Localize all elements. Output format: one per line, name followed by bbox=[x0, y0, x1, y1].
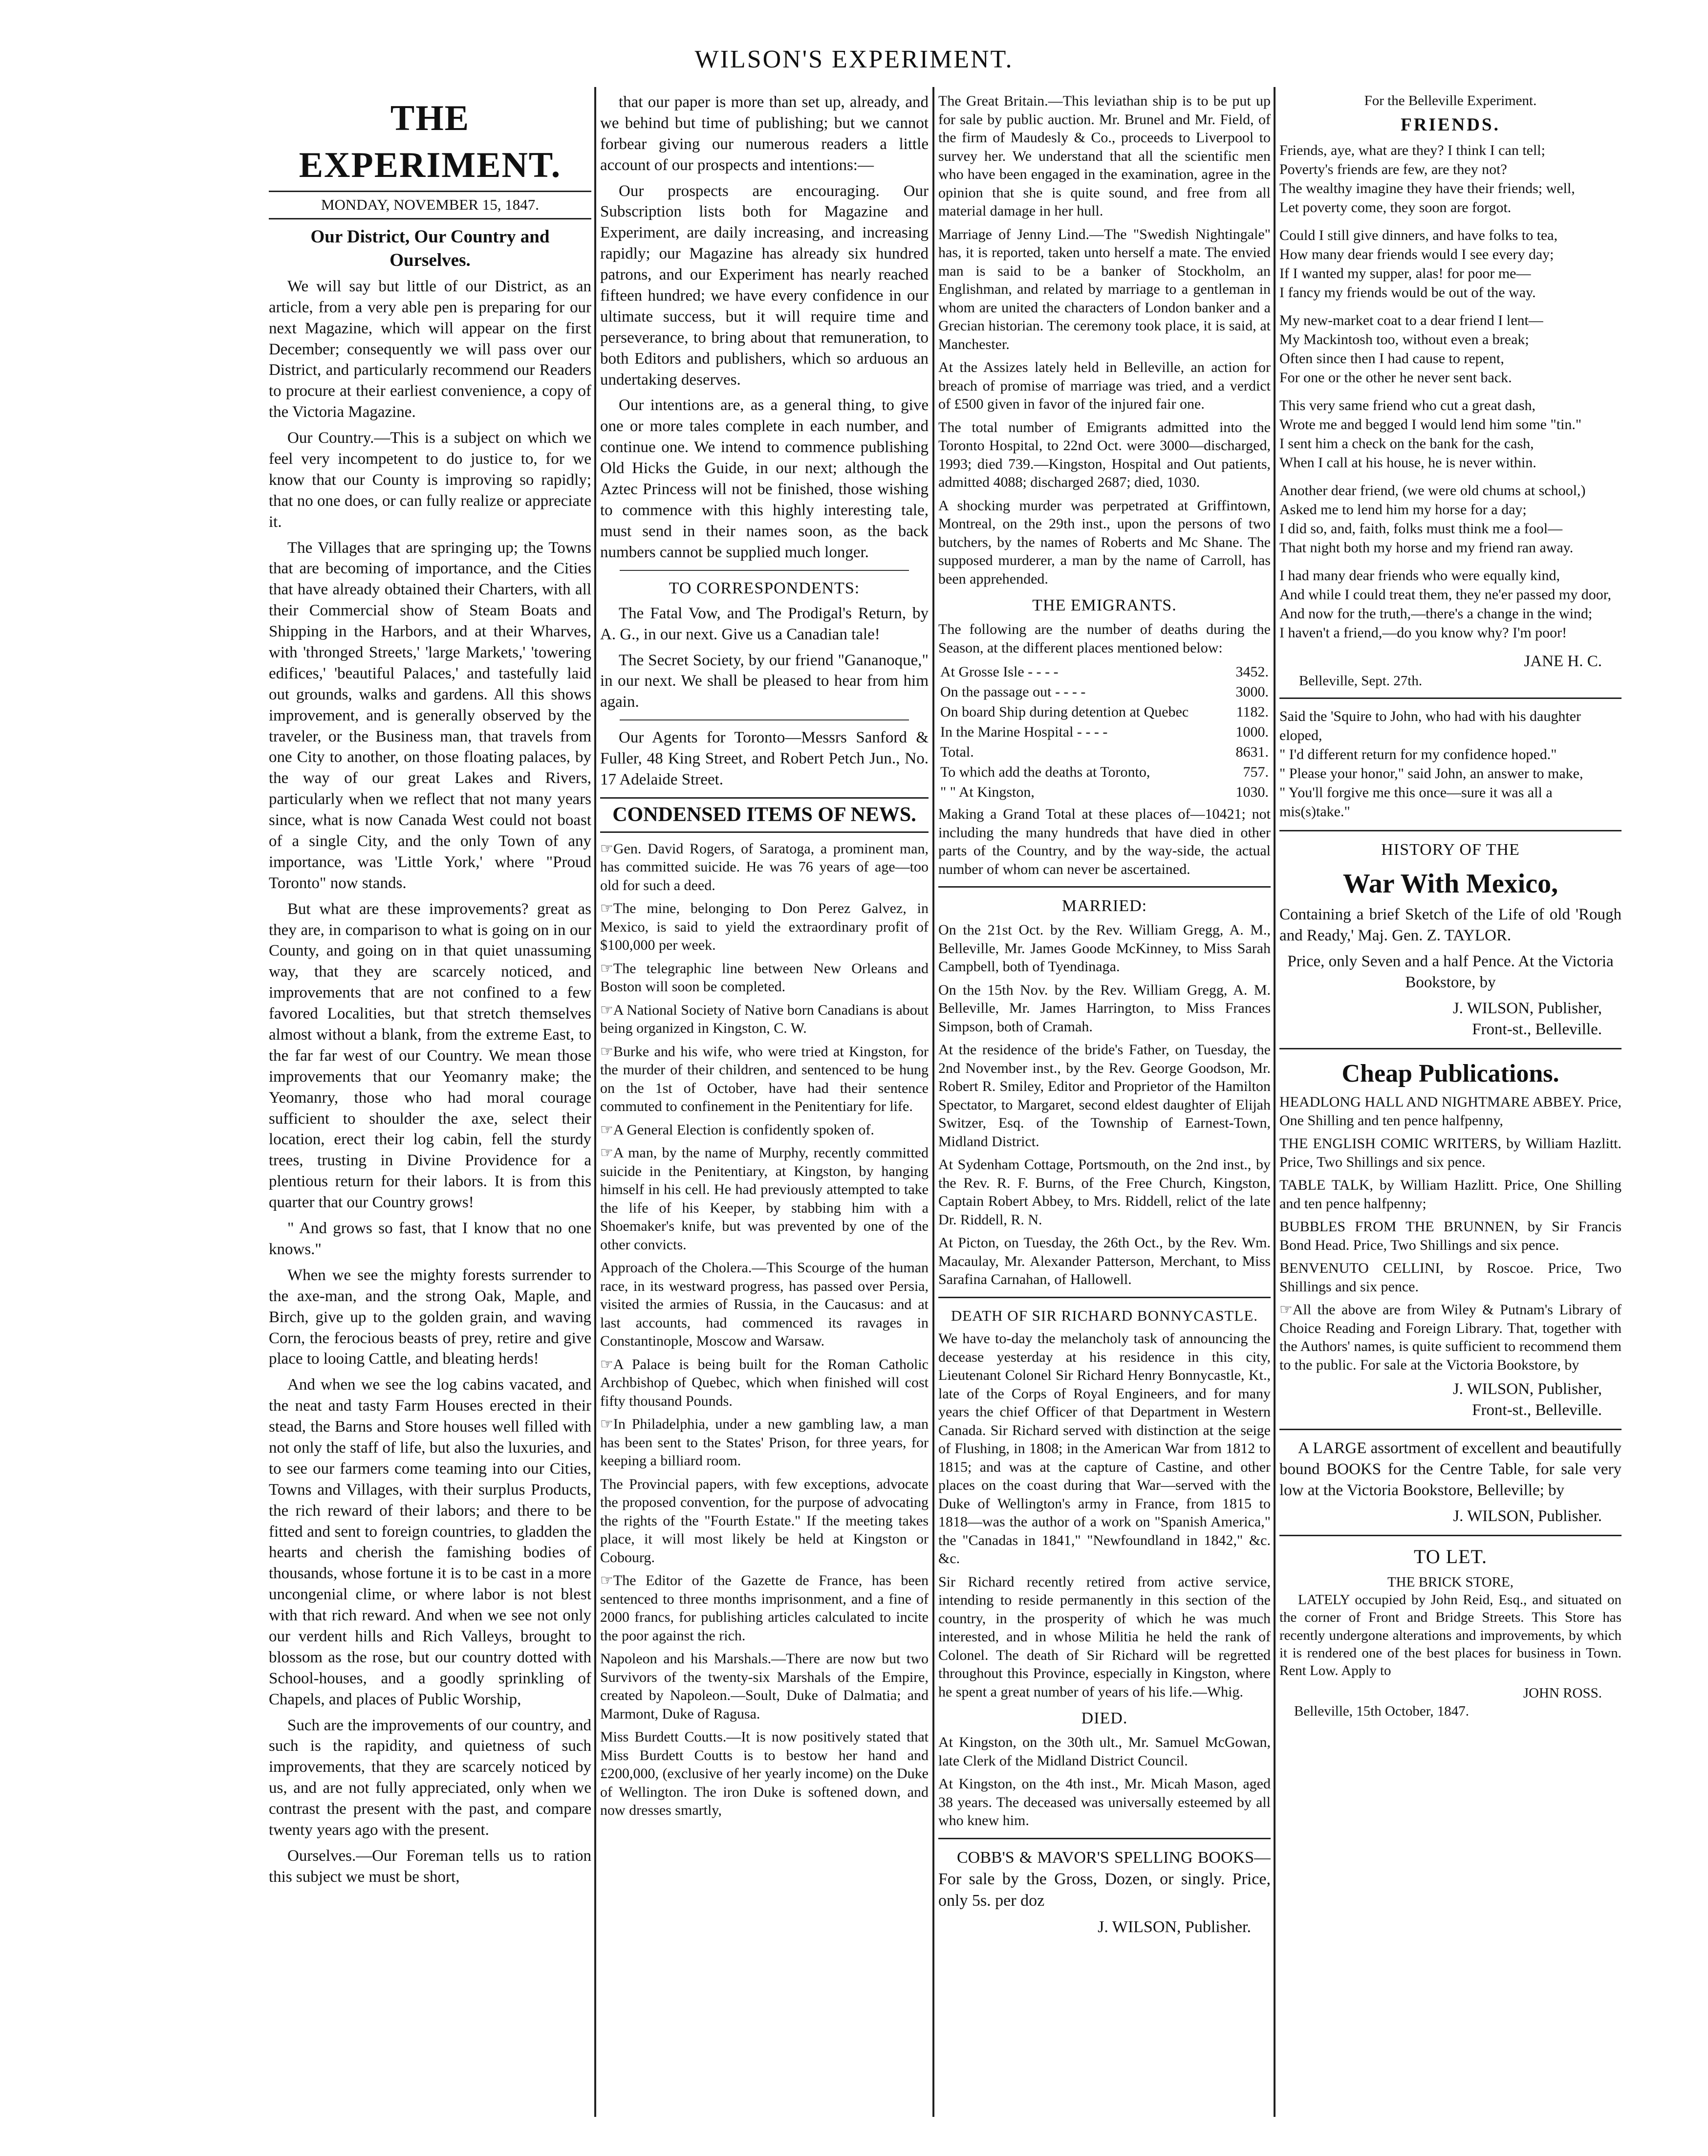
news-heading: CONDENSED ITEMS OF NEWS. bbox=[600, 797, 929, 833]
column-4 bbox=[1279, 92, 1622, 2119]
news-list bbox=[600, 840, 929, 1820]
emigrants-count: 1000. bbox=[1235, 724, 1269, 740]
marriage-notice: At Picton, on Tuesday, the 26th Oct., by the Rev. Wm. Macaulay, Mr. Alexander Patterson, Merchant, to Miss Sarafina Carnahan, of Hallowell. bbox=[938, 1235, 1271, 1288]
verse-line: Friends, aye, what are they? I think I can tell; bbox=[1279, 142, 1545, 159]
separator bbox=[1279, 697, 1622, 699]
verse-line: Poverty's friends are few, are they not? bbox=[1279, 161, 1507, 178]
separator bbox=[620, 570, 909, 571]
news-item: ☞A man, by the name of Murphy, recently committed suicide in the Penitentiary, at Kingston, by hanging himself in his cell. He had previously attempted to take the life of his Keeper, by stabbing him with a Shoemaker's knife, but was prevented by one of the other convicts. bbox=[600, 1145, 929, 1253]
history-signature-1: J. WILSON, Publisher, bbox=[1452, 1000, 1602, 1018]
paragraph: But what are these improvements? great as they are, in comparison to what is going on in our County, and going on in that quiet unassuming way, that they are scarcely noticed, and improvements that are not confined to a few favored Localities, but that stretch themselves almost without a blank, from the extreme East, to the far far west of our Country. We mean those improvements that our Yeomanry make; the Yeomanry, those who had moral courage sufficient to shoulder the axe, select their location, erect their log cabin, fell the sturdy trees, trusting in Divine Providence for a plentious return for their labors. It is from this quarter that our Country grows! bbox=[269, 900, 591, 1212]
verse-line: I fancy my friends would be out of the way. bbox=[1279, 284, 1536, 301]
emigrants-count: 1030. bbox=[1235, 784, 1269, 801]
poem-signature: JANE H. C. bbox=[1524, 653, 1602, 671]
paragraph: We have to-day the melancholy task of announcing the decease yesterday at his residence in this city, Lieutenant Colonel Sir Richard Henry Bonnycastle, Kt., late of the Corps of Royal Engineers, and for many years the chief Officer of that Department in Western Canada. Sir Richard served with distinction at the seige of Flushing, in 1808; in the American War from 1812 to 1815; and was at the capture of Castine, and other places on the coast during that War—served with the Duke of Wellington's army in France, from 1815 to 1818—was the author of a work on "Spanish America," the "Canadas in 1841," "Newfoundland in 1842," &c. &c. bbox=[938, 1330, 1271, 1567]
paragraph: When we see the mighty forests surrender to the axe-man, and the strong Oak, Maple, and Birch, give up to the golden grain, and waving Corn, the ferocious beasts of prey, retire and give place to looing Cattle, and bleating herds! bbox=[269, 1266, 591, 1368]
news-items bbox=[938, 92, 1271, 588]
anecdote-line: Said the 'Squire to John, who had with his daughter eloped, bbox=[1279, 708, 1581, 744]
news-item: ☞A Palace is being built for the Roman Catholic Archbishop of Quebec, which when finished will cost fifty thousand Pounds. bbox=[600, 1356, 929, 1409]
verse-line: When I call at his house, he is never within. bbox=[1279, 455, 1536, 471]
tolet-heading: TO LET. bbox=[1414, 1545, 1487, 1568]
paragraph: Sir Richard recently retired from active service, intending to reside permanently in this section of the country, in the prosperity of which he was much interested, and in whose Militia he held the rank of Colonel. The death of Sir Richard will be regretted throughout this Province, especially in Kingston, where he spent a great number of years of his life.—Whig. bbox=[938, 1573, 1271, 1700]
correspondents-list bbox=[600, 603, 929, 713]
anecdote-line: " I'd different return for my confidence hoped." bbox=[1279, 746, 1557, 763]
paragraph: Ourselves.—Our Foreman tells us to ration this subject we must be short, bbox=[269, 1847, 591, 1886]
emigrants-row bbox=[938, 782, 1271, 802]
verse-line: I had many dear friends who were equally kind, bbox=[1279, 567, 1560, 584]
publication-item: BENVENUTO CELLINI, by Roscoe. Price, Two Shillings and six pence. bbox=[1279, 1260, 1622, 1295]
news-item: Napoleon and his Marshals.—There are now but two Survivors of the twenty-six Marshals of the Empire, created by Napoleon.—Soult, Duke of Dalmatia; and Marmont, Duke of Ragusa. bbox=[600, 1651, 929, 1722]
verse-line: And now for the truth,—there's a change in the wind; bbox=[1279, 606, 1593, 622]
emigrants-count: 3000. bbox=[1235, 684, 1269, 700]
anecdote-line: " Please your honor," said John, an answer to make, bbox=[1279, 765, 1583, 782]
news-item: ☞The mine, belonging to Don Perez Galvez, in Mexico, is said to yield the extraordinary profit of $100,000 per week. bbox=[600, 900, 929, 953]
publication-item: TABLE TALK, by William Hazlitt. Price, One Shilling and ten pence halfpenny; bbox=[1279, 1177, 1622, 1212]
tolet-subheading: THE BRICK STORE, bbox=[1387, 1574, 1514, 1590]
stanza bbox=[1279, 566, 1622, 642]
paragraph: Our Country.—This is a subject on which we feel very incompetent to do justice to, for we know that our County is improving so rapidly; that no one does, or can fully realize or appreciate it. bbox=[269, 429, 591, 531]
agents-notice: Our Agents for Toronto—Messrs Sanford & Fuller, 48 King Street, and Robert Petch Jun., No. 17 Adelaide Street. bbox=[600, 729, 929, 789]
separator bbox=[938, 886, 1271, 888]
stanza bbox=[1279, 396, 1622, 472]
separator bbox=[1279, 1429, 1622, 1430]
books-signature: J. WILSON, Publisher. bbox=[1453, 1507, 1602, 1525]
tolet-date: Belleville, 15th October, 1847. bbox=[1294, 1703, 1470, 1719]
emigrants-count: 1182. bbox=[1236, 704, 1269, 720]
emigrants-count: 3452. bbox=[1235, 664, 1269, 680]
column-rule bbox=[594, 87, 596, 2117]
marriage-notice: On the 21st Oct. by the Rev. William Gregg, A. M., Belleville, Mr. James Goode McKinney, to Miss Sarah Campbell, both of Tyendinaga. bbox=[938, 922, 1271, 975]
column-rule bbox=[932, 87, 934, 2117]
news-item: At the Assizes lately held in Belleville, an action for breach of promise of marriage was tried, and a verdict of £500 given in favor of the injured fair one. bbox=[938, 359, 1271, 412]
cheap-signature-2: Front-st., Belleville. bbox=[1472, 1401, 1602, 1419]
emigrants-place: On board Ship during detention at Quebec bbox=[940, 704, 1189, 720]
spelling-ad: COBB'S & MAVOR'S SPELLING BOOKS—For sale by the Gross, Dozen, or singly. Price, only 5s. per doz bbox=[938, 1848, 1271, 1910]
poem-title: FRIENDS. bbox=[1401, 115, 1500, 135]
news-item: Marriage of Jenny Lind.—The "Swedish Nightingale" has, it is reported, taken unto herself a mate. The envied man is said to be a banker of Stockholm, an Englishman, and related by marriage to a gentleman in whom are united the characters of London banker and a Grecian historian. The ceremony took place, it is said, at Manchester. bbox=[938, 226, 1271, 352]
column-rule bbox=[1274, 87, 1276, 2117]
column-1 bbox=[269, 92, 591, 2119]
verse-line: This very same friend who cut a great dash, bbox=[1279, 397, 1535, 414]
poem-body bbox=[1279, 141, 1622, 642]
verse-line: If I wanted my supper, alas! for poor me— bbox=[1279, 265, 1531, 282]
news-item: ☞A General Election is confidently spoken of. bbox=[600, 1121, 874, 1138]
stanza bbox=[1279, 311, 1622, 387]
verse-line: That night both my horse and my friend ran away. bbox=[1279, 540, 1574, 556]
marriage-notice: At Sydenham Cottage, Portsmouth, on the 2nd inst., by the Rev. R. F. Burns, of the Free Church, Kingston, Captain Robert Abbey, to Mrs. Riddell, relict of the late Dr. Riddell, R. N. bbox=[938, 1156, 1271, 1228]
emigrants-row bbox=[938, 682, 1271, 702]
news-item: ☞The Editor of the Gazette de France, has been sentenced to three months imprisonment, and a fine of 2000 francs, for publishing articles calculated to incite the poor against the rich. bbox=[600, 1572, 929, 1644]
verse-line: My new-market coat to a dear friend I lent— bbox=[1279, 312, 1543, 329]
married-list bbox=[938, 921, 1271, 1289]
emigrants-row bbox=[938, 722, 1271, 742]
verse-line: Wrote me and begged I would lend him some "tin." bbox=[1279, 416, 1582, 433]
cheap-heading: Cheap Publications. bbox=[1341, 1059, 1559, 1088]
poem-dedication: For the Belleville Experiment. bbox=[1364, 93, 1537, 109]
paragraph: " And grows so fast, that I know that no one knows." bbox=[269, 1220, 591, 1258]
emigrants-row bbox=[938, 762, 1271, 782]
poem-date: Belleville, Sept. 27th. bbox=[1299, 673, 1423, 689]
news-item: The Great Britain.—This leviathan ship is to be put up for sale by public auction. Mr. Brunel and Mr. Field, of the firm of Maudesly & Co., proceeds to Liverpool to survey her. We understand that all the scientific men who have been engaged in the examination, agree in the opinion that she is quite sound, and free from all material damage in her hull. bbox=[938, 93, 1271, 219]
history-text: Containing a brief Sketch of the Life of old 'Rough and Ready,' Maj. Gen. Z. TAYLOR. bbox=[1279, 906, 1622, 945]
marriage-notice: At the residence of the bride's Father, on Tuesday, the 2nd November inst., by the Rev. George Goodson, Mr. Robert R. Smiley, Editor and Proprietor of the Hamilton Spectator, to Margaret, second eldest daughter of Elijah Switzer, Esq. of the Township of Earnest-Town, Midland District. bbox=[938, 1042, 1271, 1150]
news-item: Miss Burdett Coutts.—It is now positively stated that Miss Burdett Coutts is to bestow her hand and £200,000, (exclusive of her yearly income) on the Duke of Wellington. The iron Duke is softened down, and now dresses smartly, bbox=[600, 1729, 929, 1818]
emigrants-place: On the passage out - - - - bbox=[940, 684, 1086, 700]
news-item: Approach of the Cholera.—This Scourge of the human race, in its westward progress, has passed over Persia, visited the armies of Russia, in the Caucasus: and at last accounts, had commenced its ravages in Constantinople, Moscow and Warsaw. bbox=[600, 1260, 929, 1349]
paragraph: Our prospects are encouraging. Our Subscription lists both for Magazine and Experiment, are daily increasing, and increasing rapidly; our Magazine has already six hundred patrons, and our Experiment has nearly reached fifteen hundred; we have every confidence in our ultimate success, but it will require time and perseverance, to bring about that remuneration, to both Editors and publishers, which so arduous an undertaking deserves. bbox=[600, 182, 929, 389]
news-item: ☞The telegraphic line between New Orleans and Boston will soon be completed. bbox=[600, 960, 929, 995]
paragraph: Such are the improvements of our country, and such is the rapidity, and quietness of such improvements, that they are scarcely noticed by us, and are not fully appreciated, only when we contrast the present with the past, and compare twenty years ago with the present. bbox=[269, 1716, 591, 1839]
verse-line: Let poverty come, they soon are forgot. bbox=[1279, 199, 1512, 216]
books-ad: A LARGE assortment of excellent and beautifully bound BOOKS for the Centre Table, for sale very low at the Victoria Bookstore, Belleville; by bbox=[1279, 1439, 1622, 1499]
emigrants-place: To which add the deaths at Toronto, bbox=[940, 764, 1150, 781]
news-item: A shocking murder was perpetrated at Griffintown, Montreal, on the 29th inst., upon the persons of two butchers, by the names of Roberts and Mc Shane. The supposed murderer, a man by the name of Carroll, has been apprehended. bbox=[938, 497, 1271, 587]
paragraph: Our intentions are, as a general thing, to give one or more tales complete in each number, and continue one. We intend to commence publishing Old Hicks the Guide, in our next; although the Aztec Princess will not be finished, those wishing to commence with this highly interesting tale, must send in their names soon, as the back numbers cannot be supplied much longer. bbox=[600, 396, 929, 561]
verse-line: The wealthy imagine they have their friends; well, bbox=[1279, 180, 1575, 197]
emigrants-row bbox=[938, 702, 1271, 722]
article-continuation bbox=[600, 92, 929, 563]
history-price: Price, only Seven and a half Pence. At the Victoria Bookstore, by bbox=[1287, 953, 1614, 992]
death-notice bbox=[938, 1329, 1271, 1701]
article-heading: Our District, Our Country and Ourselves. bbox=[310, 226, 550, 270]
married-heading: MARRIED: bbox=[1061, 897, 1147, 915]
verse-line: For one or the other he never sent back. bbox=[1279, 370, 1512, 386]
paragraph: And when we see the log cabins vacated, and the neat and tasty Farm Houses erected in their stead, the Barns and Store houses well filled with not only the staff of life, but also the luxuries, and to see our farmers come teaming into our Cities, Towns and Villages, with their surplus Products, the rich reward of their labors; and there to be fitted and sent to foreign countries, to gladden the hearts and cherish the famishing bodies of thousands, whose fortune it is to be cast in a more uncongenial clime, or where labor is not blest with that rich reward. And when we see not only our verdent hills and Rich Valleys, brought to blossom as the rose, but our country dotted with School-houses, and a goodly sprinkling of Chapels, and places of Public Worship, bbox=[269, 1376, 591, 1708]
emigrants-place: " " At Kingston, bbox=[940, 784, 1035, 801]
verse-line: And while I could treat them, they ne'er passed my door, bbox=[1279, 587, 1612, 603]
masthead: THE EXPERIMENT. bbox=[299, 98, 562, 186]
news-item: ☞Burke and his wife, who were tried at Kingston, for the murder of their children, and sentenced to be hung on the 1st of October, have had their sentence commuted to confinement in the Penitentiary for life. bbox=[600, 1043, 929, 1114]
marriage-notice: On the 15th Nov. by the Rev. William Gregg, A. M. Belleville, Mr. James Harrington, to Miss Frances Simpson, both of Cramah. bbox=[938, 981, 1271, 1035]
article-body bbox=[269, 276, 591, 1888]
stanza bbox=[1279, 481, 1622, 557]
publication-item: HEADLONG HALL AND NIGHTMARE ABBEY. Price, One Shilling and ten pence halfpenny, bbox=[1279, 1094, 1622, 1129]
verse-line: I haven't a friend,—do you know why? I'm poor! bbox=[1279, 625, 1567, 641]
news-item: ☞In Philadelphia, under a new gambling law, a man has been sent to the States' Prison, for three years, for keeping a billiard room. bbox=[600, 1416, 929, 1469]
separator bbox=[1279, 830, 1622, 831]
death-heading: DEATH OF SIR RICHARD BONNYCASTLE. bbox=[951, 1307, 1258, 1324]
emigrants-count: 757. bbox=[1243, 764, 1269, 781]
died-list bbox=[938, 1733, 1271, 1830]
separator bbox=[938, 1838, 1271, 1839]
paragraph: We will say but little of our District, as an article, from a very able pen is preparing for our next Magazine, which will appear on the first December; consequently we will pass over our District, and particularly recommend our Readers to procure at their earliest convenience, a copy of the Victoria Magazine. bbox=[269, 277, 591, 421]
emigrants-place: In the Marine Hospital - - - - bbox=[940, 724, 1108, 740]
separator bbox=[620, 719, 909, 720]
history-title: War With Mexico, bbox=[1342, 868, 1558, 899]
emigrants-row bbox=[938, 662, 1271, 682]
separator bbox=[1279, 1535, 1622, 1536]
verse-line: Another dear friend, (we were old chums at school,) bbox=[1279, 482, 1586, 499]
emigrants-count: 8631. bbox=[1235, 744, 1269, 761]
died-heading: DIED. bbox=[1081, 1709, 1128, 1728]
spelling-signature: J. WILSON, Publisher. bbox=[1098, 1918, 1251, 1937]
column-3 bbox=[938, 92, 1271, 2119]
anecdote-line: " You'll forgive me this once—sure it was all a mis(s)take." bbox=[1279, 784, 1553, 820]
cheap-signature-1: J. WILSON, Publisher, bbox=[1452, 1380, 1602, 1398]
publication-item: THE ENGLISH COMIC WRITERS, by William Hazlitt. Price, Two Shillings and six pence. bbox=[1279, 1135, 1622, 1170]
tolet-text: LATELY occupied by John Reid, Esq., and situated on the corner of Front and Bridge Streets. This Store has recently undergone alterations and improvements, by which it is rendered one of the best places for business in Town. Rent Low. Apply to bbox=[1279, 1592, 1622, 1678]
correspondent-item: The Secret Society, by our friend "Gananoque," in our next. We shall be pleased to hear from him again. bbox=[600, 651, 929, 711]
separator bbox=[938, 1297, 1271, 1298]
dateline: MONDAY, NOVEMBER 15, 1847. bbox=[269, 191, 591, 219]
verse-line: Often since then I had cause to repent, bbox=[1279, 350, 1504, 367]
publication-item: BUBBLES FROM THE BRUNNEN, by Sir Francis Bond Head. Price, Two Shillings and six pence. bbox=[1279, 1219, 1622, 1253]
emigrants-total: Making a Grand Total at these places of—10421; not including the many hundreds that have died in other parts of the Country, and by the way-side, the actual number of whom can never be ascertained. bbox=[938, 806, 1271, 877]
separator bbox=[1279, 1048, 1622, 1049]
emigrants-table bbox=[938, 662, 1271, 802]
verse-line: I did so, and, faith, folks must think me a fool— bbox=[1279, 521, 1563, 537]
emigrants-intro: The following are the number of deaths during the Season, at the different places mentioned below: bbox=[938, 621, 1271, 656]
running-head: WILSON'S EXPERIMENT. bbox=[694, 45, 1014, 73]
paragraph: The Villages that are springing up; the Towns that are becoming of importance, and the Cities that have already obtained their Charters, with all their Commercial show of Steam Boats and Shipping in the Harbors, and at their Wharves, with 'thronged Streets,' 'large Markets,' 'towering edifices,' 'beautiful Palaces,' and tastefully laid out grounds, walks and gardens. All this shows improvement, and is generally observed by the traveler, or the Business man, that travels from one City to another, on those floating palaces, by the way of our great Lakes and Rivers, particularly when we reflect that not many years since, what is now Canada West could not boast of a single City, and the only Town of any importance, was 'Little York,' where "Proud Toronto" now stands. bbox=[269, 539, 591, 892]
history-signature-2: Front-st., Belleville. bbox=[1472, 1020, 1602, 1038]
tolet-signature: JOHN ROSS. bbox=[1523, 1685, 1602, 1701]
column-2 bbox=[600, 92, 929, 2119]
news-item: ☞Gen. David Rogers, of Saratoga, a prominent man, has committed suicide. He was 76 years of age—too old for such a deed. bbox=[600, 840, 929, 893]
emigrants-place: At Grosse Isle - - - - bbox=[940, 664, 1059, 680]
paragraph: that our paper is more than set up, already, and we behind but time of publishing; but we cannot forbear giving our numerous readers a little account of our prospects and intentions:— bbox=[600, 93, 929, 174]
emigrants-row bbox=[938, 742, 1271, 762]
verse-line: I sent him a check on the bank for the cash, bbox=[1279, 436, 1534, 452]
anecdote bbox=[1279, 707, 1622, 821]
news-item: The Provincial papers, with few exceptions, advocate the proposed convention, for the purpose of advocating the rights of the "Fourth Estate." If the meeting takes place, it will most likely be held at Kingston or Cobourg. bbox=[600, 1476, 929, 1566]
news-item: The total number of Emigrants admitted into the Toronto Hospital, to 22nd Oct. were 3000—discharged, 1993; died 739.—Kingston, Hospital and Out patients, admitted 4088; discharged 2687; died, 1030. bbox=[938, 419, 1271, 490]
publication-item: ☞All the above are from Wiley & Putnam's Library of Choice Reading and Foreign Library. That, together with the Authors' names, is quite sufficient to recommend them to the public. For sale at the Victoria Bookstore, by bbox=[1279, 1302, 1622, 1373]
correspondent-item: The Fatal Vow, and The Prodigal's Return, by A. G., in our next. Give us a Canadian tale! bbox=[600, 604, 929, 643]
stanza bbox=[1279, 141, 1622, 217]
verse-line: My Mackintosh too, without even a break; bbox=[1279, 331, 1529, 348]
history-heading: HISTORY OF THE bbox=[1381, 841, 1520, 859]
emigrants-place: Total. bbox=[940, 744, 974, 761]
death-notice: At Kingston, on the 4th inst., Mr. Micah Mason, aged 38 years. The deceased was universally esteemed by all who knew him. bbox=[938, 1776, 1271, 1829]
death-notice: At Kingston, on the 30th ult., Mr. Samuel McGowan, late Clerk of the Midland District Council. bbox=[938, 1734, 1271, 1769]
news-item: ☞A National Society of Native born Canadians is about being organized in Kingston, C. W. bbox=[600, 1002, 929, 1036]
correspondents-heading: TO CORRESPONDENTS: bbox=[669, 579, 860, 597]
emigrants-heading: THE EMIGRANTS. bbox=[1032, 596, 1177, 614]
stanza bbox=[1279, 226, 1622, 302]
verse-line: How many dear friends would I see every day; bbox=[1279, 246, 1554, 263]
verse-line: Could I still give dinners, and have folks to tea, bbox=[1279, 227, 1558, 244]
verse-line: Asked me to lend him my horse for a day; bbox=[1279, 501, 1527, 518]
cheap-list bbox=[1279, 1093, 1622, 1374]
